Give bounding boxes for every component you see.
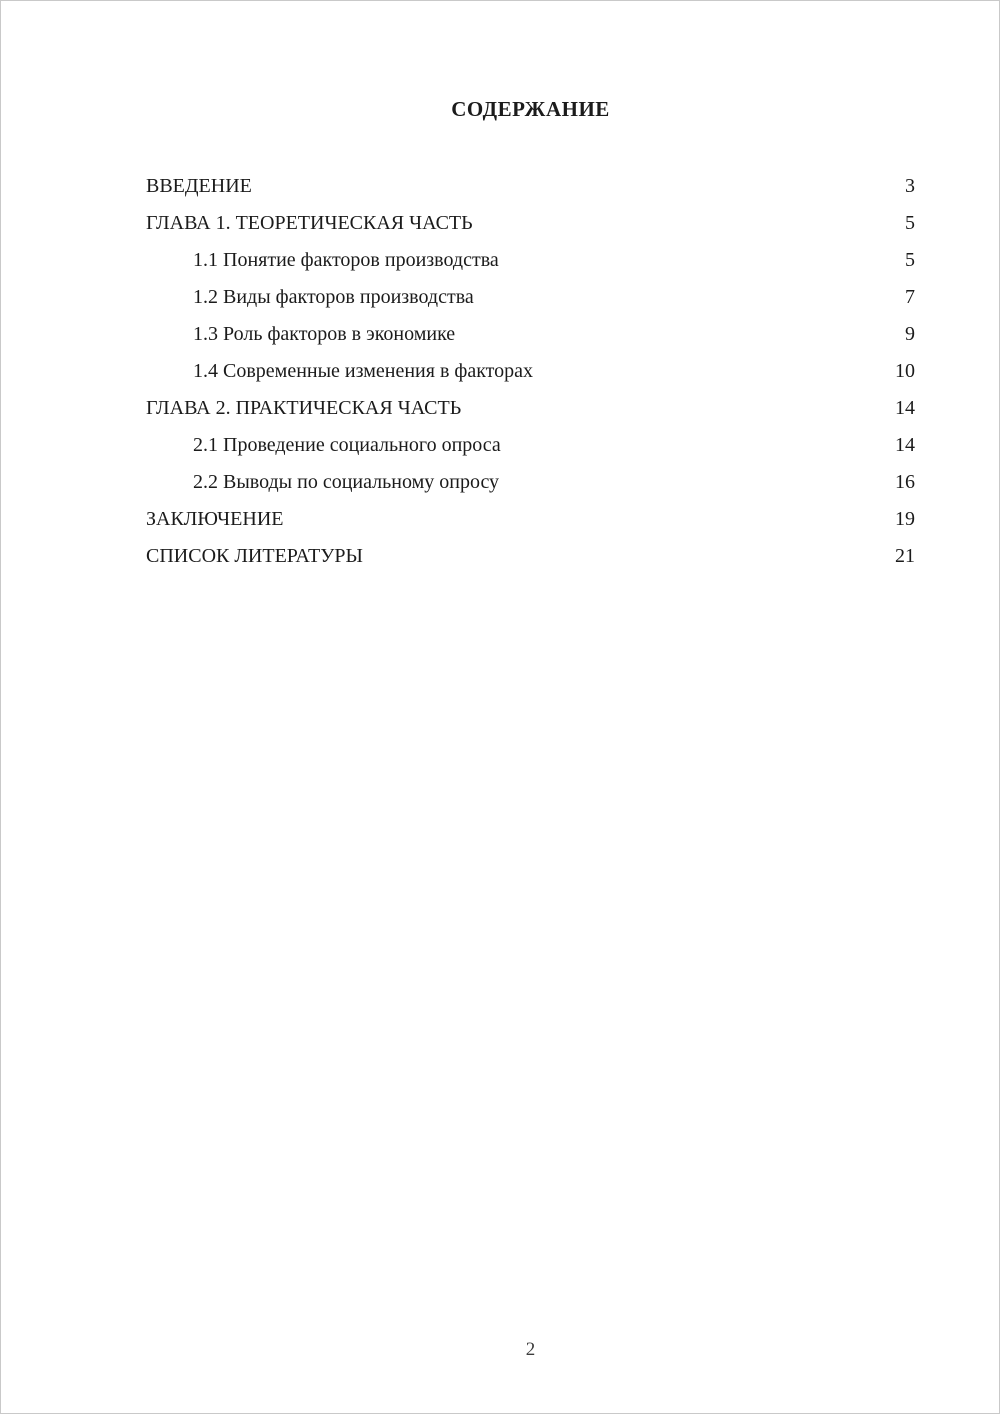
toc-entry-page: 14 — [895, 434, 915, 456]
toc-entry-page: 9 — [905, 323, 915, 345]
toc-entry — [146, 353, 915, 390]
toc-entry-page: 7 — [905, 286, 915, 308]
toc-entry-label: ГЛАВА 2. ПРАКТИЧЕСКАЯ ЧАСТЬ — [146, 397, 462, 419]
toc-entry-label: 1.4 Современные изменения в факторах — [193, 360, 534, 382]
toc-entry-label: 1.1 Понятие факторов производства — [193, 249, 499, 271]
page-title: СОДЕРЖАНИЕ — [451, 97, 610, 121]
toc-entry-page: 5 — [905, 212, 915, 234]
toc-entry — [146, 205, 915, 242]
toc-entry — [146, 242, 915, 279]
toc-entry — [146, 279, 915, 316]
toc-entry-label: 1.2 Виды факторов производства — [193, 286, 474, 308]
toc-entry — [146, 501, 915, 538]
toc-entry — [146, 464, 915, 501]
toc-entry — [146, 168, 915, 205]
toc-entry-label: ГЛАВА 1. ТЕОРЕТИЧЕСКАЯ ЧАСТЬ — [146, 212, 473, 234]
toc-entry — [146, 390, 915, 427]
toc-entry-label: ВВЕДЕНИЕ — [146, 175, 252, 197]
toc-entry-label: 2.2 Выводы по социальному опросу — [193, 471, 500, 493]
toc-entry-label: 2.1 Проведение социального опроса — [193, 434, 501, 456]
toc-entry-page: 19 — [895, 508, 915, 530]
page-content — [1, 1, 999, 575]
footer-page-number: 2 — [525, 1339, 536, 1360]
toc-entry-page: 16 — [895, 471, 915, 493]
toc-entry-page: 14 — [895, 397, 915, 419]
toc-entry — [146, 538, 915, 575]
toc-entry-page: 3 — [905, 175, 915, 197]
toc-entry — [146, 316, 915, 353]
toc-entry-page: 5 — [905, 249, 915, 271]
toc-entry-label: СПИСОК ЛИТЕРАТУРЫ — [146, 545, 363, 567]
toc-entry-page: 21 — [895, 545, 915, 567]
toc-entry-label: 1.3 Роль факторов в экономике — [193, 323, 456, 345]
toc-entry-page: 10 — [895, 360, 915, 382]
toc-entry-label: ЗАКЛЮЧЕНИЕ — [146, 508, 284, 530]
table-of-contents — [146, 168, 915, 575]
toc-entry — [146, 427, 915, 464]
